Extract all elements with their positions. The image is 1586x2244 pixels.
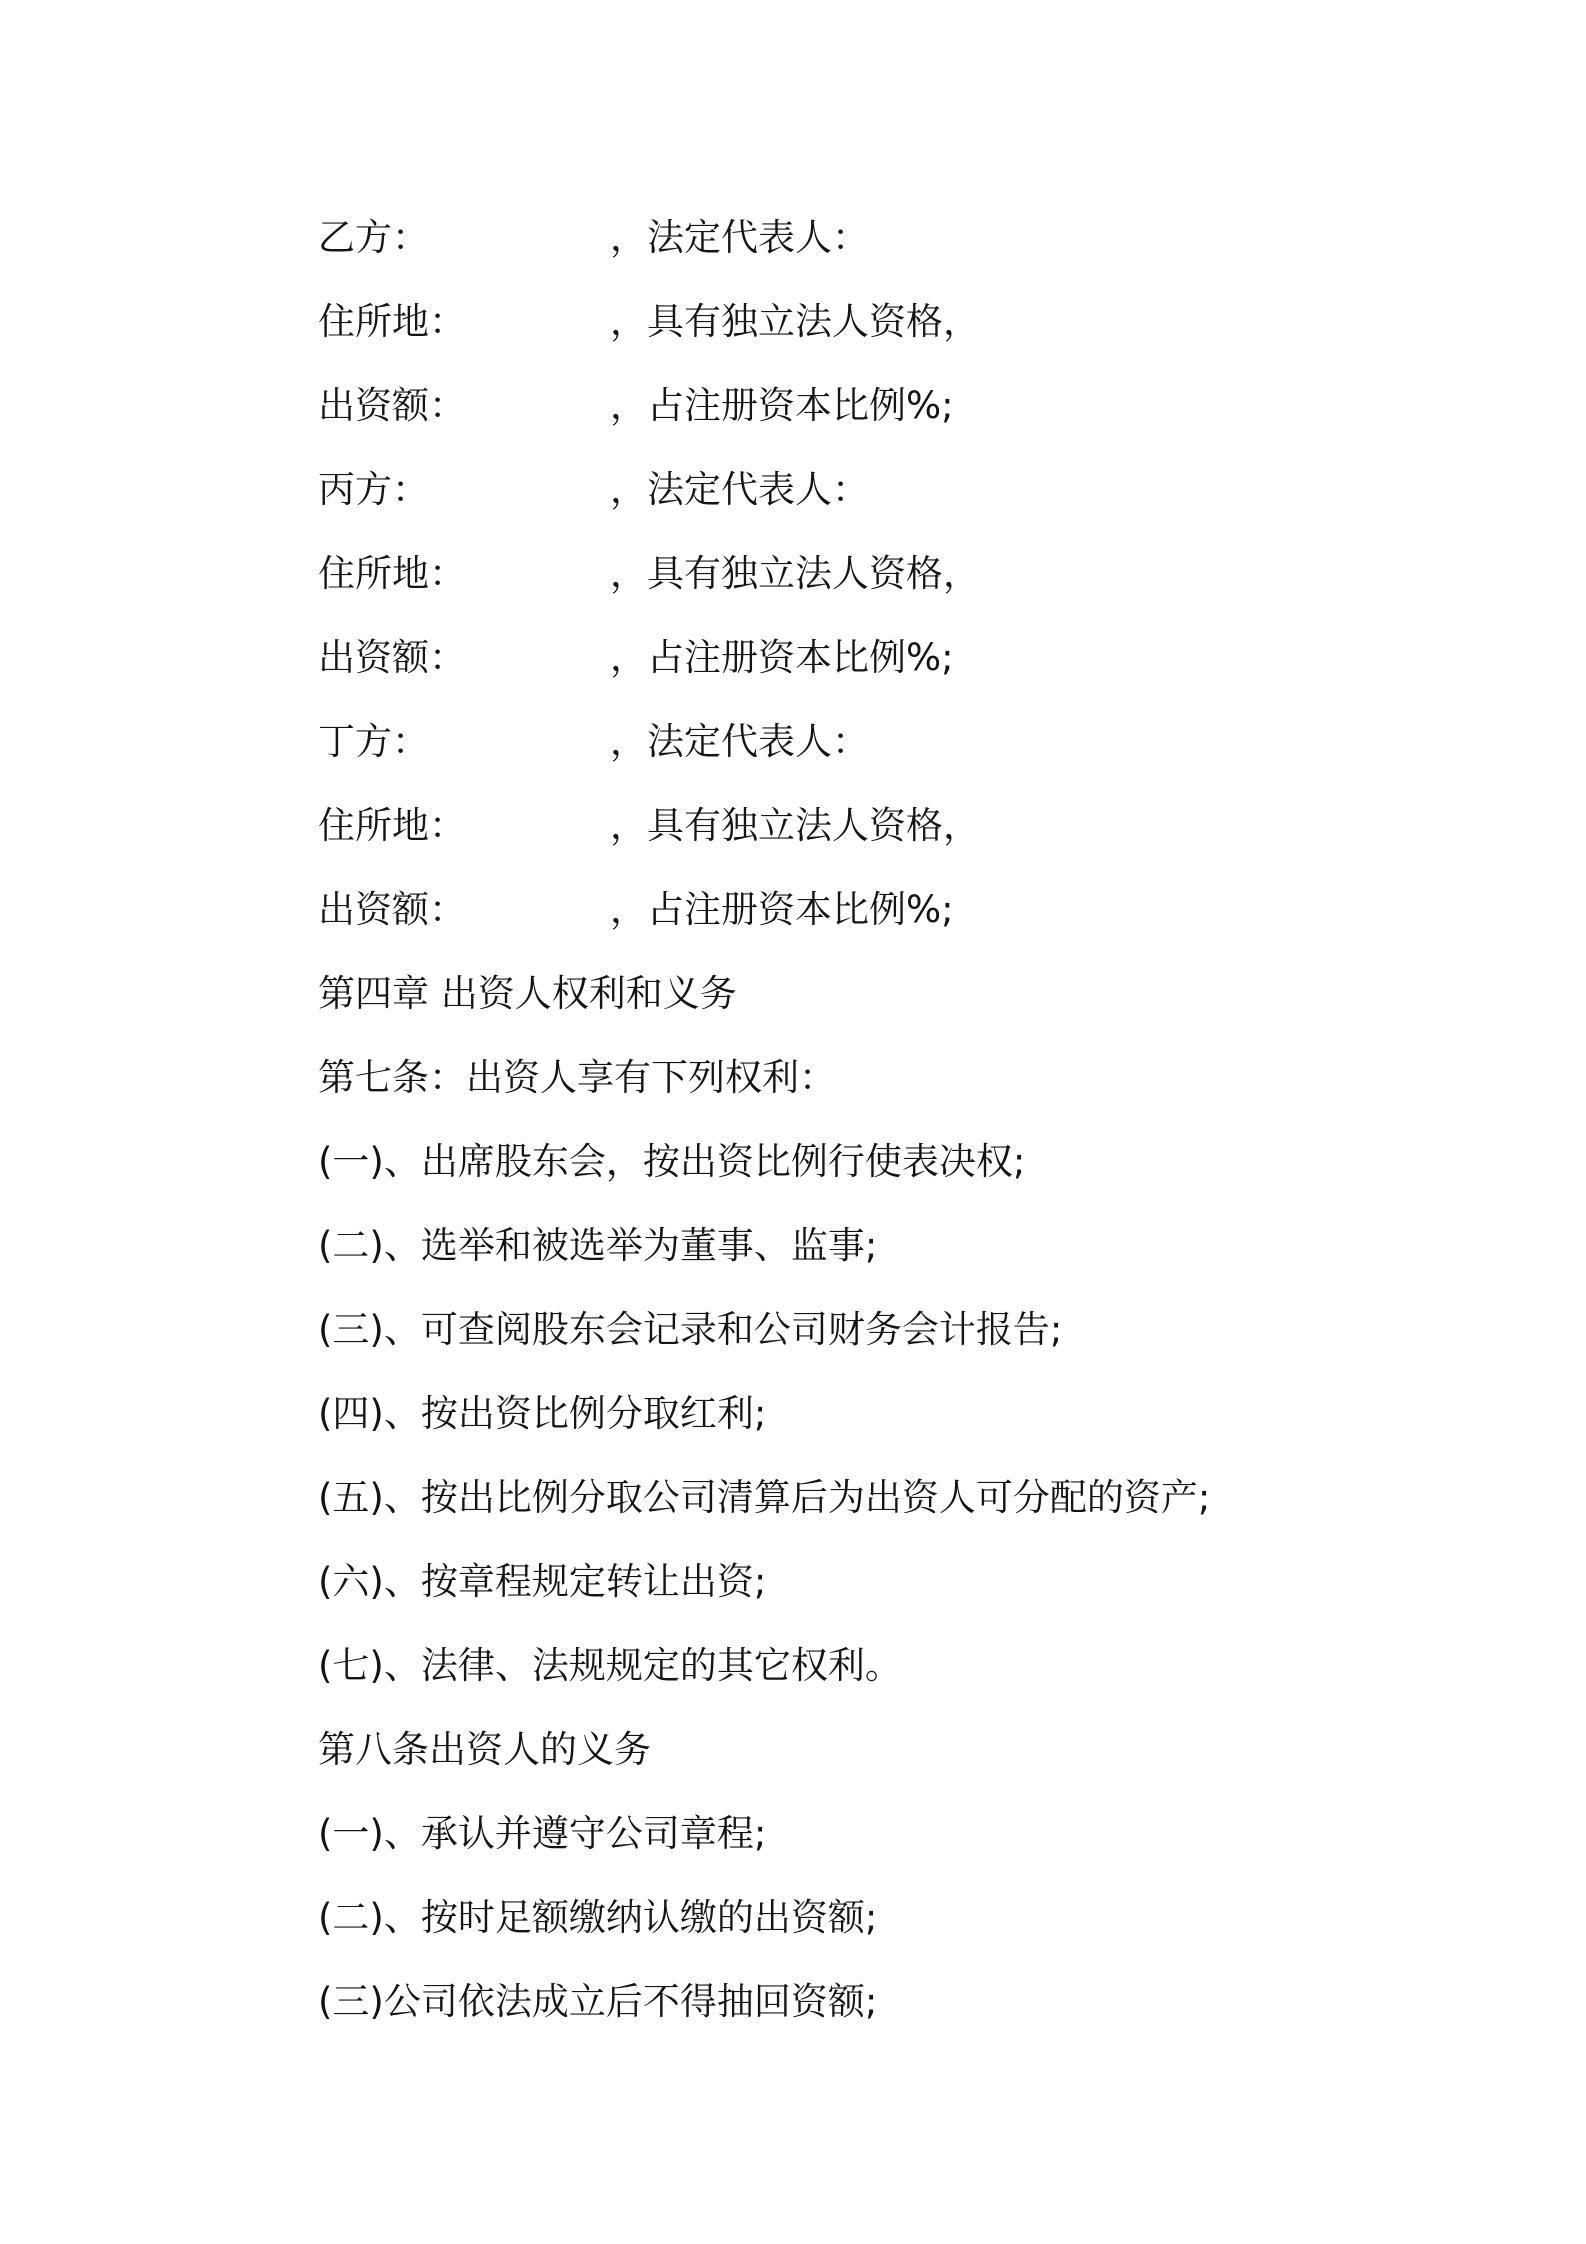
article-eight-heading: 第八条出资人的义务	[318, 1728, 651, 1771]
party-line-bing-name	[318, 448, 1498, 532]
article-seven-heading: 第七条：出资人享有下列权利：	[318, 1056, 836, 1099]
article-seven-item: (六)、按章程规定转让出资;	[318, 1560, 767, 1603]
article-seven-item: (三)、可查阅股东会记录和公司财务会计报告;	[318, 1308, 1063, 1351]
party-detail: ，法定代表人：	[610, 468, 869, 511]
party-detail: ，具有独立法人资格，	[610, 552, 980, 595]
party-line-ding-capital	[318, 868, 1498, 952]
party-line-ding-address	[318, 784, 1498, 868]
party-line-bing-address	[318, 532, 1498, 616]
article-seven-item: (七)、法律、法规规定的其它权利。	[318, 1644, 902, 1687]
party-label: 出资额：	[318, 888, 466, 931]
party-detail: ，法定代表人：	[610, 720, 869, 763]
party-detail: ，法定代表人：	[610, 216, 869, 259]
party-detail: ，具有独立法人资格，	[610, 300, 980, 343]
article-seven-item: (五)、按出比例分取公司清算后为出资人可分配的资产;	[318, 1476, 1211, 1519]
party-label: 住所地：	[318, 552, 466, 595]
party-detail: ，占注册资本比例%;	[610, 384, 954, 427]
party-label: 丁方：	[318, 720, 429, 763]
article-eight-item: (一)、承认并遵守公司章程;	[318, 1812, 767, 1855]
party-detail: ，占注册资本比例%;	[610, 888, 954, 931]
party-line-yi-capital	[318, 364, 1498, 448]
party-line-bing-capital	[318, 616, 1498, 700]
article-eight-item: (二)、按时足额缴纳认缴的出资额;	[318, 1896, 878, 1939]
article-seven-item: (二)、选举和被选举为董事、监事;	[318, 1224, 878, 1267]
party-line-ding-name	[318, 700, 1498, 784]
party-detail: ，占注册资本比例%;	[610, 636, 954, 679]
party-label: 出资额：	[318, 384, 466, 427]
document-body	[318, 196, 1498, 2044]
article-seven-item: (四)、按出资比例分取红利;	[318, 1392, 767, 1435]
article-seven-item: (一)、出席股东会，按出资比例行使表决权;	[318, 1140, 1026, 1183]
chapter-four-heading: 第四章 出资人权利和义务	[318, 972, 737, 1015]
party-label: 丙方：	[318, 468, 429, 511]
party-detail: ，具有独立法人资格，	[610, 804, 980, 847]
article-eight-item: (三)公司依法成立后不得抽回资额;	[318, 1980, 878, 2023]
party-label: 出资额：	[318, 636, 466, 679]
party-label: 乙方：	[318, 216, 429, 259]
party-label: 住所地：	[318, 804, 466, 847]
party-line-yi-name	[318, 196, 1498, 280]
party-line-yi-address	[318, 280, 1498, 364]
party-label: 住所地：	[318, 300, 466, 343]
